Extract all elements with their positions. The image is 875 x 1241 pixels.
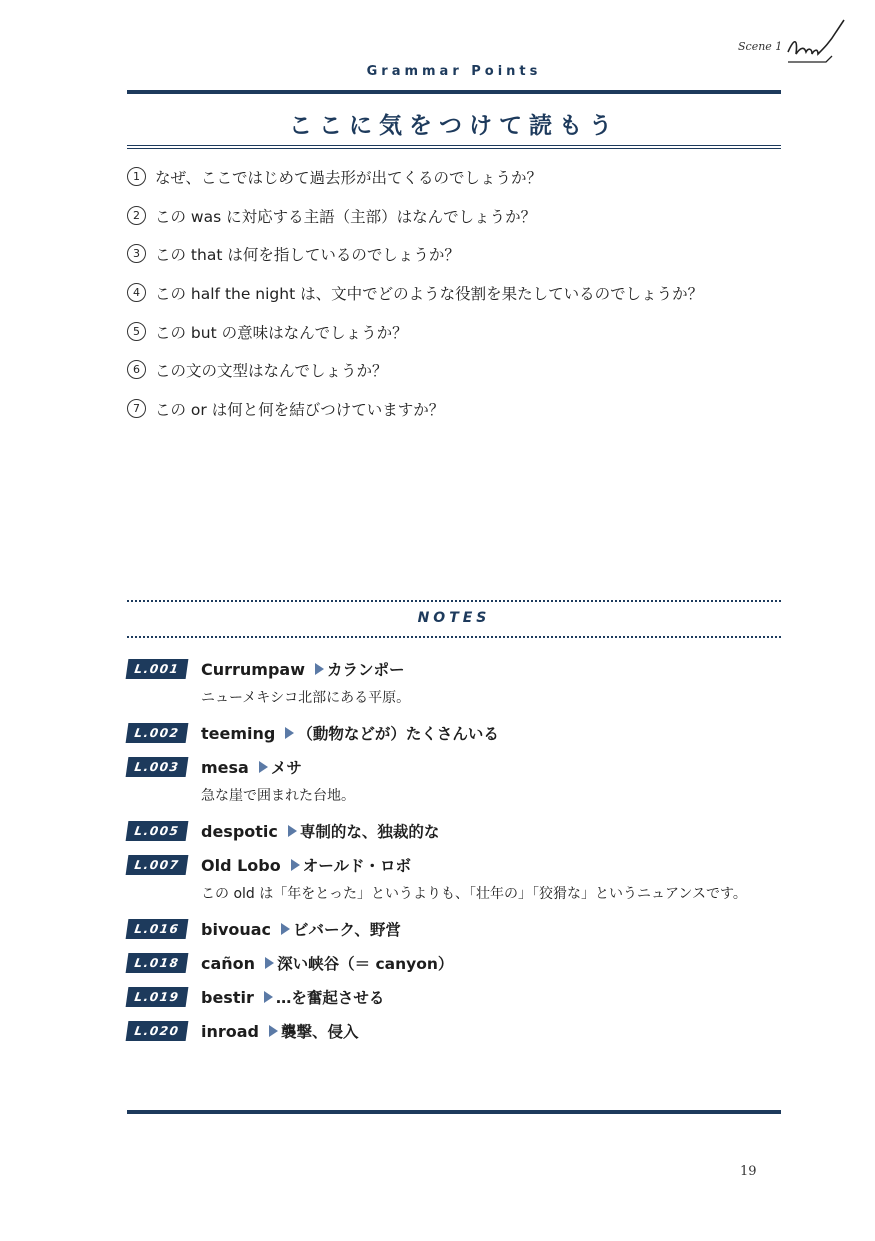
note-term: Old Lobo [201,855,281,875]
line-number-badge: L.018 [126,953,189,973]
note-gloss: 専制的な、独裁的な [299,823,440,841]
note-term: cañon [201,953,256,973]
question-item [127,398,787,437]
question-number: 7 [127,399,146,418]
line-number-badge: L.003 [126,757,189,777]
note-term: mesa [201,757,249,777]
line-number-badge: L.016 [126,919,189,939]
note-item [127,854,787,906]
note-gloss: メサ [270,759,302,777]
triangle-arrow-icon [269,1025,278,1037]
question-text: この that は何を指しているのでしょうか？ [155,246,460,265]
note-gloss: …を奮起させる [275,989,385,1007]
note-gloss: 襲撃、侵入 [281,1023,359,1041]
notes-bottom-divider [127,636,781,638]
question-text: なぜ、ここではじめて過去形が出てくるのでしょうか？ [155,169,543,187]
note-gloss: ビバーク、野営 [293,921,401,939]
triangle-arrow-icon [291,859,300,871]
question-item [127,166,787,205]
note-description: ニューメキシコ北部にある平原。 [201,690,411,706]
question-item [127,359,787,398]
notes-top-divider [127,600,781,602]
note-term: Currumpaw [201,659,306,679]
note-term: despotic [201,821,278,841]
signature-scribble-icon [786,18,848,66]
section-header: Grammar Points [366,64,542,79]
notes-list [127,658,787,1054]
note-item [127,918,787,940]
line-number-badge: L.001 [126,659,189,679]
question-number: 5 [127,322,146,341]
notes-title: NOTES [417,610,491,626]
triangle-arrow-icon [259,761,268,773]
question-number: 2 [127,206,146,225]
note-item [127,658,787,710]
page-title: ここに気をつけて読もう [289,113,619,139]
question-item [127,321,787,360]
note-item [127,986,787,1008]
line-number-badge: L.020 [126,1021,189,1041]
question-text: この half the night は、文中でどのような役割を果たしているのでしょうか？ [155,285,704,304]
note-item [127,1020,787,1042]
note-description: 急な崖で囲まれた台地。 [201,788,355,804]
note-gloss: カランポー [327,661,405,679]
triangle-arrow-icon [265,957,274,969]
triangle-arrow-icon [281,923,290,935]
question-number: 1 [127,167,146,186]
question-item [127,282,787,321]
question-number: 4 [127,283,146,302]
question-number: 3 [127,244,146,263]
note-item [127,756,787,808]
question-text: この was に対応する主語（主部）はなんでしょうか？ [155,207,537,226]
note-term: teeming [201,723,276,743]
line-number-badge: L.007 [126,855,189,875]
question-text: この or は何と何を結びつけていますか？ [155,401,445,420]
note-term: bivouac [201,919,272,939]
page-number: 19 [740,1164,757,1179]
question-text: この but の意味はなんでしょうか？ [155,323,408,342]
footer-rule [127,1110,781,1114]
note-term: inroad [201,1021,260,1041]
note-item [127,820,787,842]
title-rule [127,145,781,149]
question-number: 6 [127,360,146,379]
question-text: この文の文型はなんでしょうか？ [155,362,388,381]
triangle-arrow-icon [285,727,294,739]
question-item [127,243,787,282]
triangle-arrow-icon [315,663,324,675]
triangle-arrow-icon [264,991,273,1003]
line-number-badge: L.019 [126,987,189,1007]
line-number-badge: L.005 [126,821,189,841]
note-gloss: 深い峡谷（＝ canyon） [277,955,454,973]
triangle-arrow-icon [288,825,297,837]
note-term: bestir [201,987,254,1007]
scene-label: Scene 1 [738,40,783,53]
note-item [127,722,787,744]
note-gloss: オールド・ロボ [302,857,411,875]
note-item [127,952,787,974]
question-item [127,205,787,244]
note-gloss: （動物などが）たくさんいる [297,725,499,743]
header-rule [127,90,781,94]
note-description: この old は「年をとった」というよりも、「壮年の」「狡猾な」というニュアンスです。 [201,886,747,902]
line-number-badge: L.002 [126,723,189,743]
question-list [127,166,787,437]
